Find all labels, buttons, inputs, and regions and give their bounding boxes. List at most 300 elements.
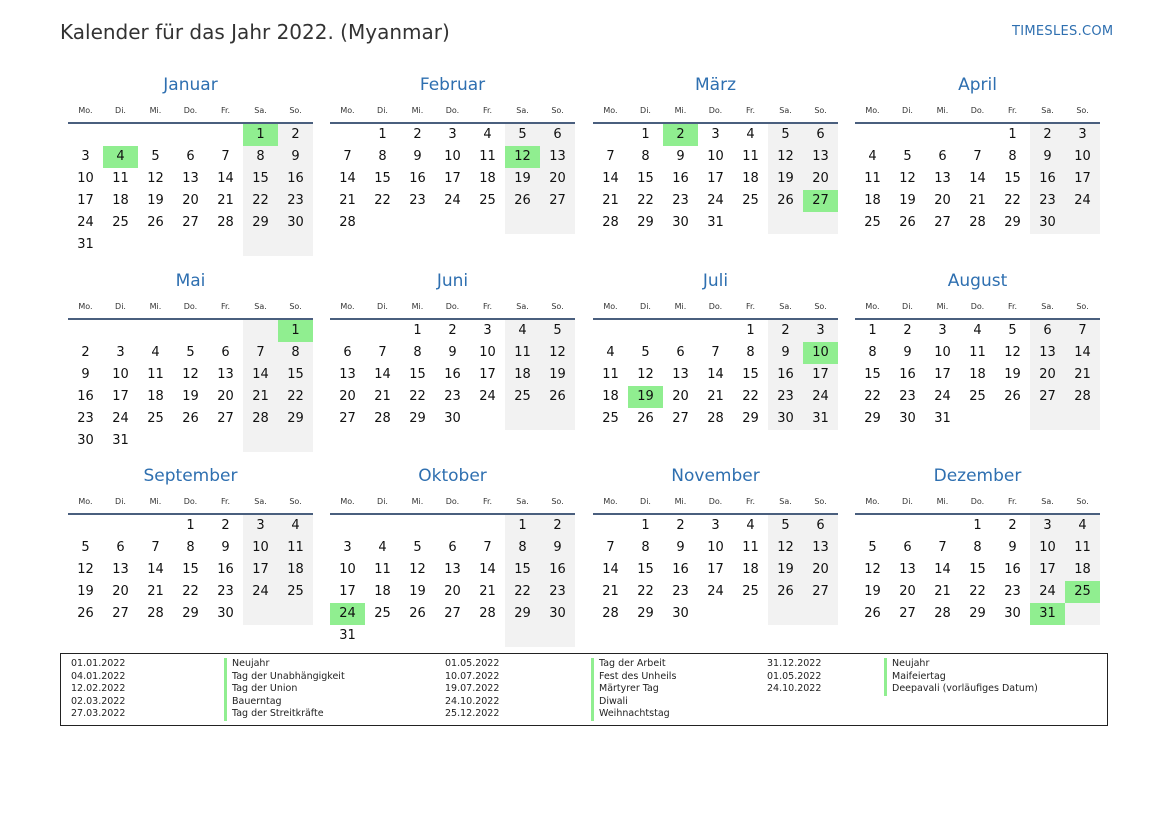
day-cell: 22: [637, 584, 654, 599]
day-cell: 7: [343, 149, 352, 164]
day-cell: 6: [903, 540, 912, 555]
day-cell: 5: [186, 345, 195, 360]
empty-cell: [173, 234, 208, 256]
day-cell: 30: [1004, 606, 1021, 621]
empty-cell: [365, 320, 400, 342]
weekday-label: So.: [551, 302, 564, 311]
month-9: [68, 461, 313, 625]
day-cell: 24: [934, 389, 951, 404]
holiday-day-cell: 1: [243, 124, 278, 146]
empty-cell: [435, 212, 470, 234]
day-cell: 30: [77, 433, 94, 448]
day-cell: 15: [742, 367, 759, 382]
empty-cell: [400, 212, 435, 234]
weekday-label: Do.: [183, 106, 198, 115]
empty-cell: [365, 625, 400, 647]
day-cell: 31: [803, 408, 838, 430]
day-cell: 21: [707, 389, 724, 404]
empty-cell: [855, 515, 890, 537]
day-cell: 31: [77, 237, 94, 252]
day-grid: [330, 515, 575, 647]
legend-date: 04.01.2022: [71, 670, 126, 682]
day-cell: 13: [934, 171, 951, 186]
day-cell: 11: [864, 171, 881, 186]
month-title: Mai: [175, 271, 206, 291]
day-cell: 5: [151, 149, 160, 164]
day-cell: 11: [112, 171, 129, 186]
day-cell: 11: [1065, 537, 1100, 559]
weekday-label: Do.: [708, 302, 723, 311]
day-cell: 29: [182, 606, 199, 621]
weekday-label: Do.: [183, 302, 198, 311]
day-cell: 24: [707, 193, 724, 208]
day-cell: 4: [483, 127, 492, 142]
empty-cell: [138, 124, 173, 146]
empty-cell: [960, 408, 995, 430]
day-cell: 6: [540, 124, 575, 146]
empty-cell: [470, 408, 505, 430]
weekday-label: Di.: [902, 302, 913, 311]
day-cell: 27: [182, 215, 199, 230]
empty-cell: [803, 603, 838, 625]
day-cell: 27: [899, 606, 916, 621]
day-cell: 10: [479, 345, 496, 360]
day-cell: 11: [479, 149, 496, 164]
weekday-label: Do.: [445, 106, 460, 115]
day-cell: 9: [903, 345, 912, 360]
day-cell: 26: [77, 606, 94, 621]
weekday-label: So.: [814, 106, 827, 115]
day-cell: 3: [81, 149, 90, 164]
empty-cell: [593, 320, 628, 342]
weekday-header: [855, 495, 1100, 515]
day-cell: 14: [374, 367, 391, 382]
day-grid: [593, 320, 838, 430]
month-title: Februar: [419, 75, 486, 95]
day-cell: 13: [803, 537, 838, 559]
month-2: [330, 70, 575, 234]
day-cell: 17: [1065, 168, 1100, 190]
day-cell: 14: [217, 171, 234, 186]
empty-cell: [330, 320, 365, 342]
empty-cell: [243, 234, 278, 256]
day-cell: 11: [742, 149, 759, 164]
day-cell: 29: [637, 606, 654, 621]
day-grid: [593, 124, 838, 234]
day-cell: 1: [413, 323, 422, 338]
empty-cell: [103, 124, 138, 146]
day-cell: 24: [1030, 581, 1065, 603]
day-cell: 19: [899, 193, 916, 208]
weekday-label: Fr.: [745, 106, 756, 115]
day-cell: 18: [742, 171, 759, 186]
day-cell: 27: [1030, 386, 1065, 408]
day-cell: 14: [969, 171, 986, 186]
weekday-label: So.: [1076, 302, 1089, 311]
day-cell: 7: [973, 149, 982, 164]
day-cell: 21: [969, 193, 986, 208]
day-cell: 7: [711, 345, 720, 360]
day-cell: 12: [768, 146, 803, 168]
day-cell: 30: [540, 603, 575, 625]
weekday-label: So.: [289, 302, 302, 311]
day-cell: 4: [378, 540, 387, 555]
day-cell: 1: [186, 518, 195, 533]
day-cell: 13: [803, 146, 838, 168]
month-title: August: [947, 271, 1008, 291]
weekday-label: Fr.: [220, 106, 231, 115]
day-cell: 3: [711, 127, 720, 142]
month-6: [330, 266, 575, 430]
day-cell: 9: [540, 537, 575, 559]
day-cell: 17: [339, 584, 356, 599]
day-cell: 2: [540, 515, 575, 537]
day-cell: 22: [1004, 193, 1021, 208]
day-cell: 26: [768, 581, 803, 603]
day-cell: 9: [1030, 146, 1065, 168]
legend-holiday-name: Tag der Unabhängigkeit: [224, 671, 345, 684]
weekday-label: Sa.: [516, 302, 529, 311]
weekday-label: Mi.: [149, 497, 162, 506]
day-cell: 15: [278, 364, 313, 386]
day-cell: 23: [409, 193, 426, 208]
weekday-label: Mo.: [340, 497, 355, 506]
weekday-label: Mo.: [78, 497, 93, 506]
day-cell: 17: [444, 171, 461, 186]
day-cell: 8: [641, 149, 650, 164]
day-cell: 4: [746, 518, 755, 533]
day-cell: 10: [934, 345, 951, 360]
day-cell: 11: [969, 345, 986, 360]
weekday-label: Mo.: [603, 302, 618, 311]
day-cell: 12: [1004, 345, 1021, 360]
day-cell: 12: [147, 171, 164, 186]
day-cell: 28: [147, 606, 164, 621]
day-cell: 30: [217, 606, 234, 621]
holiday-day-cell: 19: [628, 386, 663, 408]
weekday-label: Di.: [115, 106, 126, 115]
day-cell: 23: [899, 389, 916, 404]
day-cell: 15: [182, 562, 199, 577]
weekday-label: Mi.: [411, 106, 424, 115]
day-cell: 11: [374, 562, 391, 577]
day-cell: 22: [505, 581, 540, 603]
day-cell: 23: [672, 193, 689, 208]
weekday-label: Mo.: [603, 497, 618, 506]
brand-link[interactable]: TIMESLES.COM: [1012, 24, 1114, 39]
day-cell: 2: [413, 127, 422, 142]
legend-date: 01.05.2022: [767, 670, 822, 682]
day-cell: 14: [602, 562, 619, 577]
day-cell: 28: [602, 215, 619, 230]
page-title: Kalender für das Jahr 2022. (Myanmar): [60, 20, 450, 44]
day-cell: 16: [444, 367, 461, 382]
empty-cell: [698, 320, 733, 342]
legend-col-3-dates: [767, 658, 821, 696]
empty-cell: [1030, 408, 1065, 430]
day-cell: 21: [217, 193, 234, 208]
day-cell: 18: [278, 559, 313, 581]
day-cell: 12: [540, 342, 575, 364]
empty-cell: [593, 515, 628, 537]
holiday-legend: [60, 653, 1108, 726]
empty-cell: [960, 124, 995, 146]
weekday-label: Fr.: [745, 302, 756, 311]
legend-holiday-name: Märtyrer Tag: [591, 683, 676, 696]
day-cell: 25: [147, 411, 164, 426]
weekday-label: Fr.: [482, 106, 493, 115]
day-cell: 20: [182, 193, 199, 208]
weekday-label: Fr.: [482, 302, 493, 311]
month-title: April: [958, 75, 997, 95]
day-cell: 3: [803, 320, 838, 342]
day-cell: 21: [147, 584, 164, 599]
day-cell: 3: [243, 515, 278, 537]
day-cell: 14: [243, 364, 278, 386]
weekday-header: [68, 104, 313, 124]
weekday-label: Mo.: [865, 497, 880, 506]
day-cell: 8: [278, 342, 313, 364]
day-cell: 12: [637, 367, 654, 382]
day-cell: 28: [1065, 386, 1100, 408]
day-cell: 8: [868, 345, 877, 360]
day-cell: 19: [505, 168, 540, 190]
empty-cell: [925, 515, 960, 537]
holiday-day-cell: 31: [1030, 603, 1065, 625]
day-cell: 20: [339, 389, 356, 404]
day-cell: 9: [278, 146, 313, 168]
day-cell: 19: [768, 168, 803, 190]
month-11: [593, 461, 838, 625]
day-cell: 13: [540, 146, 575, 168]
day-cell: 26: [1004, 389, 1021, 404]
day-cell: 14: [339, 171, 356, 186]
weekday-label: Sa.: [516, 497, 529, 506]
day-cell: 5: [1008, 323, 1017, 338]
day-cell: 3: [448, 127, 457, 142]
month-title: Juli: [702, 271, 729, 291]
day-cell: 6: [343, 345, 352, 360]
day-cell: 5: [505, 124, 540, 146]
month-title: März: [695, 75, 736, 95]
empty-cell: [173, 320, 208, 342]
day-cell: 7: [938, 540, 947, 555]
day-cell: 23: [768, 386, 803, 408]
day-cell: 30: [899, 411, 916, 426]
day-cell: 16: [672, 171, 689, 186]
empty-cell: [400, 515, 435, 537]
day-cell: 15: [637, 171, 654, 186]
day-cell: 27: [217, 411, 234, 426]
day-cell: 17: [243, 559, 278, 581]
month-title: September: [143, 466, 238, 486]
day-cell: 22: [278, 386, 313, 408]
day-cell: 10: [1065, 146, 1100, 168]
day-cell: 21: [479, 584, 496, 599]
day-cell: 1: [746, 323, 755, 338]
empty-cell: [505, 408, 540, 430]
day-cell: 10: [707, 540, 724, 555]
weekday-label: Fr.: [745, 497, 756, 506]
day-cell: 24: [243, 581, 278, 603]
day-cell: 26: [540, 386, 575, 408]
empty-cell: [540, 408, 575, 430]
day-cell: 12: [182, 367, 199, 382]
weekday-label: Di.: [377, 106, 388, 115]
holiday-day-cell: 10: [803, 342, 838, 364]
weekday-label: So.: [289, 497, 302, 506]
day-cell: 1: [641, 127, 650, 142]
weekday-label: Di.: [640, 497, 651, 506]
day-cell: 15: [243, 168, 278, 190]
day-cell: 6: [221, 345, 230, 360]
day-cell: 8: [746, 345, 755, 360]
day-cell: 18: [147, 389, 164, 404]
month-3: [593, 70, 838, 234]
legend-date: 10.07.2022: [445, 670, 500, 682]
day-cell: 4: [973, 323, 982, 338]
day-cell: 20: [540, 168, 575, 190]
day-cell: 13: [444, 562, 461, 577]
day-cell: 3: [938, 323, 947, 338]
empty-cell: [208, 234, 243, 256]
day-cell: 29: [409, 411, 426, 426]
weekday-label: Fr.: [220, 302, 231, 311]
day-cell: 27: [339, 411, 356, 426]
month-title: Januar: [163, 75, 218, 95]
day-cell: 28: [479, 606, 496, 621]
empty-cell: [365, 212, 400, 234]
day-cell: 29: [505, 603, 540, 625]
day-cell: 25: [864, 215, 881, 230]
day-cell: 1: [868, 323, 877, 338]
weekday-header: [330, 495, 575, 515]
weekday-label: Sa.: [1041, 497, 1054, 506]
weekday-label: Mi.: [674, 497, 687, 506]
day-cell: 9: [221, 540, 230, 555]
day-cell: 15: [374, 171, 391, 186]
weekday-label: Mi.: [674, 302, 687, 311]
day-cell: 4: [606, 345, 615, 360]
day-cell: 27: [540, 190, 575, 212]
day-cell: 27: [934, 215, 951, 230]
weekday-label: So.: [551, 106, 564, 115]
weekday-label: So.: [814, 302, 827, 311]
empty-cell: [470, 212, 505, 234]
month-12: [855, 461, 1100, 625]
day-cell: 20: [803, 168, 838, 190]
day-cell: 20: [217, 389, 234, 404]
day-cell: 18: [602, 389, 619, 404]
day-cell: 25: [278, 581, 313, 603]
day-cell: 14: [602, 171, 619, 186]
day-cell: 21: [1065, 364, 1100, 386]
day-cell: 28: [707, 411, 724, 426]
day-grid: [330, 320, 575, 430]
day-cell: 16: [899, 367, 916, 382]
day-cell: 16: [1030, 168, 1065, 190]
weekday-label: So.: [1076, 106, 1089, 115]
month-5: [68, 266, 313, 452]
day-cell: 7: [483, 540, 492, 555]
day-cell: 8: [973, 540, 982, 555]
day-cell: 2: [1008, 518, 1017, 533]
day-cell: 24: [479, 389, 496, 404]
empty-cell: [663, 320, 698, 342]
day-cell: 3: [483, 323, 492, 338]
weekday-label: So.: [1076, 497, 1089, 506]
day-cell: 6: [803, 515, 838, 537]
legend-holiday-name: Maifeiertag: [884, 671, 1038, 684]
day-cell: 28: [217, 215, 234, 230]
day-cell: 28: [339, 215, 356, 230]
empty-cell: [505, 212, 540, 234]
empty-cell: [243, 603, 278, 625]
month-4: [855, 70, 1100, 234]
day-cell: 21: [602, 193, 619, 208]
empty-cell: [540, 212, 575, 234]
empty-cell: [890, 124, 925, 146]
day-cell: 8: [413, 345, 422, 360]
day-cell: 2: [903, 323, 912, 338]
day-cell: 28: [374, 411, 391, 426]
day-cell: 5: [413, 540, 422, 555]
day-cell: 29: [969, 606, 986, 621]
day-cell: 25: [374, 606, 391, 621]
day-cell: 2: [1030, 124, 1065, 146]
day-cell: 18: [112, 193, 129, 208]
day-cell: 6: [1030, 320, 1065, 342]
day-cell: 4: [278, 515, 313, 537]
day-cell: 27: [444, 606, 461, 621]
day-cell: 28: [934, 606, 951, 621]
empty-cell: [628, 320, 663, 342]
day-cell: 22: [969, 584, 986, 599]
legend-date: 24.10.2022: [767, 683, 822, 694]
day-cell: 11: [602, 367, 619, 382]
day-grid: [855, 320, 1100, 430]
day-cell: 11: [742, 540, 759, 555]
month-7: [593, 266, 838, 430]
day-cell: 19: [77, 584, 94, 599]
weekday-label: Do.: [445, 302, 460, 311]
weekday-label: Mo.: [78, 302, 93, 311]
legend-col-1-dates: [71, 658, 125, 721]
day-cell: 10: [243, 537, 278, 559]
day-cell: 19: [768, 559, 803, 581]
day-cell: 25: [112, 215, 129, 230]
day-grid: [68, 515, 313, 625]
day-cell: 15: [1004, 171, 1021, 186]
weekday-header: [593, 300, 838, 320]
legend-date: 31.12.2022: [767, 658, 822, 669]
day-cell: 23: [217, 584, 234, 599]
day-cell: 22: [742, 389, 759, 404]
day-cell: 1: [505, 515, 540, 537]
empty-cell: [68, 320, 103, 342]
day-cell: 26: [409, 606, 426, 621]
empty-cell: [208, 124, 243, 146]
weekday-label: Mi.: [149, 302, 162, 311]
day-cell: 30: [1030, 212, 1065, 234]
day-cell: 9: [1008, 540, 1017, 555]
day-cell: 17: [479, 367, 496, 382]
empty-cell: [365, 515, 400, 537]
empty-cell: [890, 515, 925, 537]
weekday-label: Di.: [377, 302, 388, 311]
day-cell: 9: [413, 149, 422, 164]
empty-cell: [278, 430, 313, 452]
